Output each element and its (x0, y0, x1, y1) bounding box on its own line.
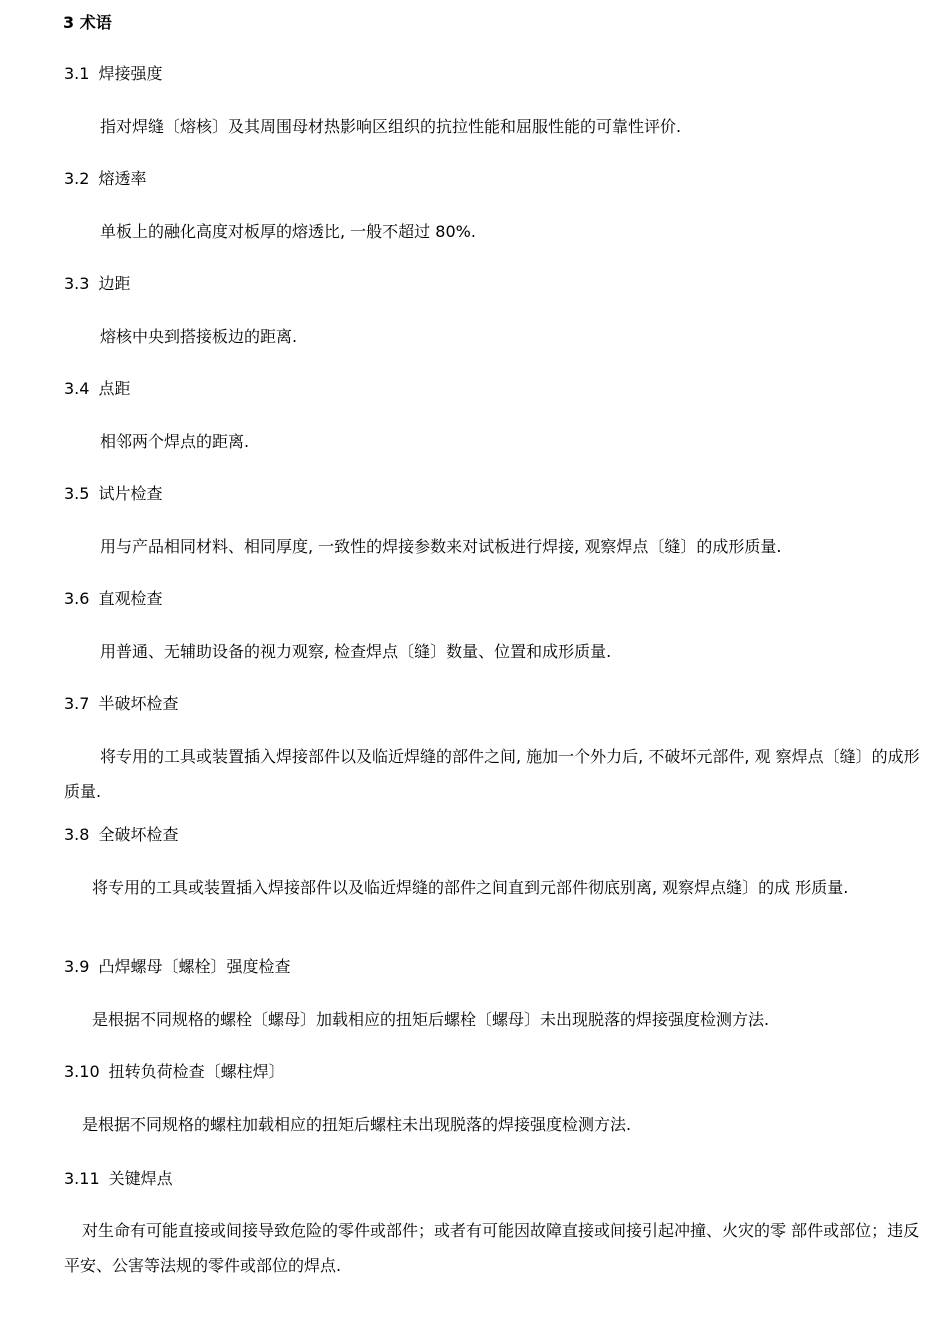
term-title: 熔透率 (98, 169, 147, 188)
term-definition: 单板上的融化高度对板厚的熔透比, 一般不超过 80%. (100, 222, 476, 241)
term-heading (64, 379, 130, 399)
term-number: 3.7 (64, 694, 90, 713)
section-title: 3 术语 (63, 13, 112, 32)
term-heading (64, 169, 146, 189)
term-title: 凸焊螺母〔螺栓〕强度检查 (98, 957, 291, 976)
term-heading (64, 484, 162, 504)
term-heading (64, 1169, 173, 1189)
term-number: 3.11 (64, 1169, 100, 1188)
term-heading (64, 957, 290, 977)
term-heading (64, 274, 130, 294)
term-definition: 熔核中央到搭接板边的距离. (100, 327, 298, 346)
term-title: 边距 (98, 274, 131, 293)
term-number: 3.2 (64, 169, 90, 188)
term-definition: 将专用的工具或装置插入焊接部件以及临近焊缝的部件之间直到元部件彻底别离, 观察焊点缝〕的成 形质量. (92, 878, 849, 897)
term-number: 3.9 (64, 957, 90, 976)
term-number: 3.4 (64, 379, 90, 398)
term-definition: 用与产品相同材料、相同厚度, 一致性的焊接参数来对试板进行焊接, 观察焊点〔缝〕的成形质量. (100, 537, 782, 556)
term-title: 扭转负荷检查〔螺柱焊〕 (108, 1062, 285, 1081)
term-heading (64, 694, 178, 714)
term-title: 关键焊点 (108, 1169, 173, 1188)
term-number: 3.10 (64, 1062, 100, 1081)
term-title: 焊接强度 (98, 64, 163, 83)
term-definition: 指对焊缝〔熔核〕及其周围母材热影响区组织的抗拉性能和屈服性能的可靠性评价. (100, 117, 682, 136)
term-heading (64, 589, 162, 609)
term-definition: 是根据不同规格的螺柱加载相应的扭矩后螺柱未出现脱落的焊接强度检测方法. (82, 1115, 632, 1134)
term-number: 3.5 (64, 484, 90, 503)
term-title: 半破坏检查 (98, 694, 179, 713)
term-title: 直观检查 (98, 589, 163, 608)
term-title: 全破坏检查 (98, 825, 179, 844)
term-heading (64, 825, 178, 845)
term-number: 3.8 (64, 825, 90, 844)
term-heading (64, 1062, 285, 1082)
term-number: 3.3 (64, 274, 90, 293)
term-definition: 是根据不同规格的螺栓〔螺母〕加载相应的扭矩后螺栓〔螺母〕未出现脱落的焊接强度检测方法. (92, 1010, 770, 1029)
term-title: 试片检查 (98, 484, 163, 503)
term-title: 点距 (98, 379, 131, 398)
term-definition: 用普通、无辅助设备的视力观察, 检查焊点〔缝〕数量、位置和成形质量. (100, 642, 612, 661)
term-definition: 将专用的工具或装置插入焊接部件以及临近焊缝的部件之间, 施加一个外力后, 不破坏元部件, 观 察焊点〔缝〕的成形质量. (64, 747, 920, 801)
term-heading (64, 64, 162, 84)
term-definition: 对生命有可能直接或间接导致危险的零件或部件；或者有可能因故障直接或间接引起冲撞、火灾的零 部件或部位；违反平安、公害等法规的零件或部位的焊点. (64, 1221, 920, 1275)
term-number: 3.1 (64, 64, 90, 83)
term-number: 3.6 (64, 589, 90, 608)
term-definition: 相邻两个焊点的距离. (100, 432, 250, 451)
